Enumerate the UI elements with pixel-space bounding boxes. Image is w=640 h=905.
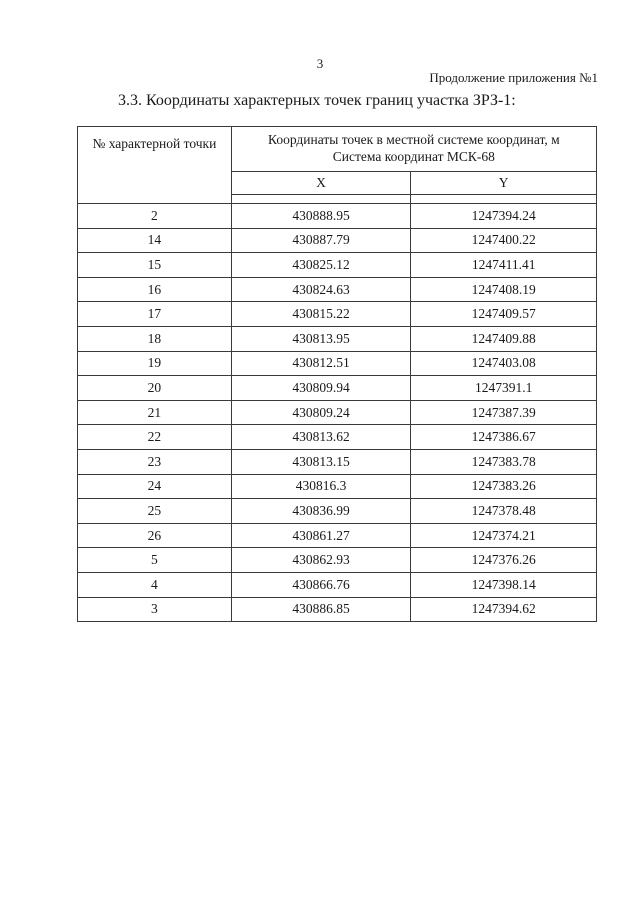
table-row	[78, 572, 597, 597]
cell-y: 1247391.1	[411, 376, 597, 401]
table-row	[78, 425, 597, 450]
cell-point-number: 20	[78, 376, 232, 401]
cell-point-number: 14	[78, 228, 232, 253]
cell-x: 430813.15	[231, 449, 411, 474]
cell-y: 1247411.41	[411, 253, 597, 278]
table-row	[78, 400, 597, 425]
cell-point-number: 24	[78, 474, 232, 499]
cell-x: 430866.76	[231, 572, 411, 597]
table-row	[78, 548, 597, 573]
table-row	[78, 326, 597, 351]
cell-point-number: 5	[78, 548, 232, 573]
table-row	[78, 302, 597, 327]
cell-point-number: 17	[78, 302, 232, 327]
cell-y: 1247400.22	[411, 228, 597, 253]
coordinates-table	[77, 126, 597, 622]
table-row	[78, 474, 597, 499]
header-spacer-y	[411, 195, 597, 204]
cell-point-number: 26	[78, 523, 232, 548]
cell-point-number: 18	[78, 326, 232, 351]
cell-point-number: 2	[78, 204, 232, 229]
cell-y: 1247394.24	[411, 204, 597, 229]
table-row	[78, 228, 597, 253]
table-row	[78, 351, 597, 376]
cell-point-number: 16	[78, 277, 232, 302]
header-coordinates	[231, 127, 596, 172]
cell-x: 430824.63	[231, 277, 411, 302]
cell-y: 1247394.62	[411, 597, 597, 622]
cell-x: 430809.94	[231, 376, 411, 401]
header-x: X	[231, 172, 411, 195]
page-number: 3	[316, 56, 324, 71]
appendix-note: Продолжение приложения №1	[429, 70, 598, 85]
cell-y: 1247398.14	[411, 572, 597, 597]
section-title: 3.3. Координаты характерных точек границ участка ЗРЗ-1:	[118, 92, 516, 109]
cell-y: 1247386.67	[411, 425, 597, 450]
cell-x: 430812.51	[231, 351, 411, 376]
table-row	[78, 449, 597, 474]
cell-y: 1247376.26	[411, 548, 597, 573]
table-row	[78, 597, 597, 622]
cell-x: 430887.79	[231, 228, 411, 253]
cell-point-number: 3	[78, 597, 232, 622]
table-row	[78, 499, 597, 524]
header-spacer-x	[231, 195, 411, 204]
cell-y: 1247378.48	[411, 499, 597, 524]
cell-point-number: 21	[78, 400, 232, 425]
cell-y: 1247409.57	[411, 302, 597, 327]
header-coordinates-line2: Система координат МСК-68	[332, 149, 495, 164]
table-row	[78, 253, 597, 278]
table-header	[78, 127, 597, 204]
cell-x: 430861.27	[231, 523, 411, 548]
cell-y: 1247374.21	[411, 523, 597, 548]
cell-y: 1247383.78	[411, 449, 597, 474]
cell-point-number: 4	[78, 572, 232, 597]
header-y: Y	[411, 172, 597, 195]
cell-x: 430809.24	[231, 400, 411, 425]
cell-point-number: 19	[78, 351, 232, 376]
table-row	[78, 376, 597, 401]
cell-x: 430825.12	[231, 253, 411, 278]
cell-point-number: 22	[78, 425, 232, 450]
cell-y: 1247409.88	[411, 326, 597, 351]
header-point-number: № характерной точки	[78, 127, 232, 204]
table-row	[78, 277, 597, 302]
cell-y: 1247383.26	[411, 474, 597, 499]
cell-x: 430813.62	[231, 425, 411, 450]
cell-x: 430862.93	[231, 548, 411, 573]
cell-point-number: 15	[78, 253, 232, 278]
cell-y: 1247387.39	[411, 400, 597, 425]
table-row	[78, 523, 597, 548]
cell-y: 1247408.19	[411, 277, 597, 302]
cell-x: 430813.95	[231, 326, 411, 351]
cell-x: 430888.95	[231, 204, 411, 229]
cell-point-number: 23	[78, 449, 232, 474]
header-coordinates-line1: Координаты точек в местной системе координат, м	[268, 132, 560, 147]
cell-x: 430816.3	[231, 474, 411, 499]
cell-point-number: 25	[78, 499, 232, 524]
table-body	[78, 204, 597, 622]
cell-x: 430815.22	[231, 302, 411, 327]
cell-x: 430836.99	[231, 499, 411, 524]
cell-y: 1247403.08	[411, 351, 597, 376]
table-row	[78, 204, 597, 229]
cell-x: 430886.85	[231, 597, 411, 622]
